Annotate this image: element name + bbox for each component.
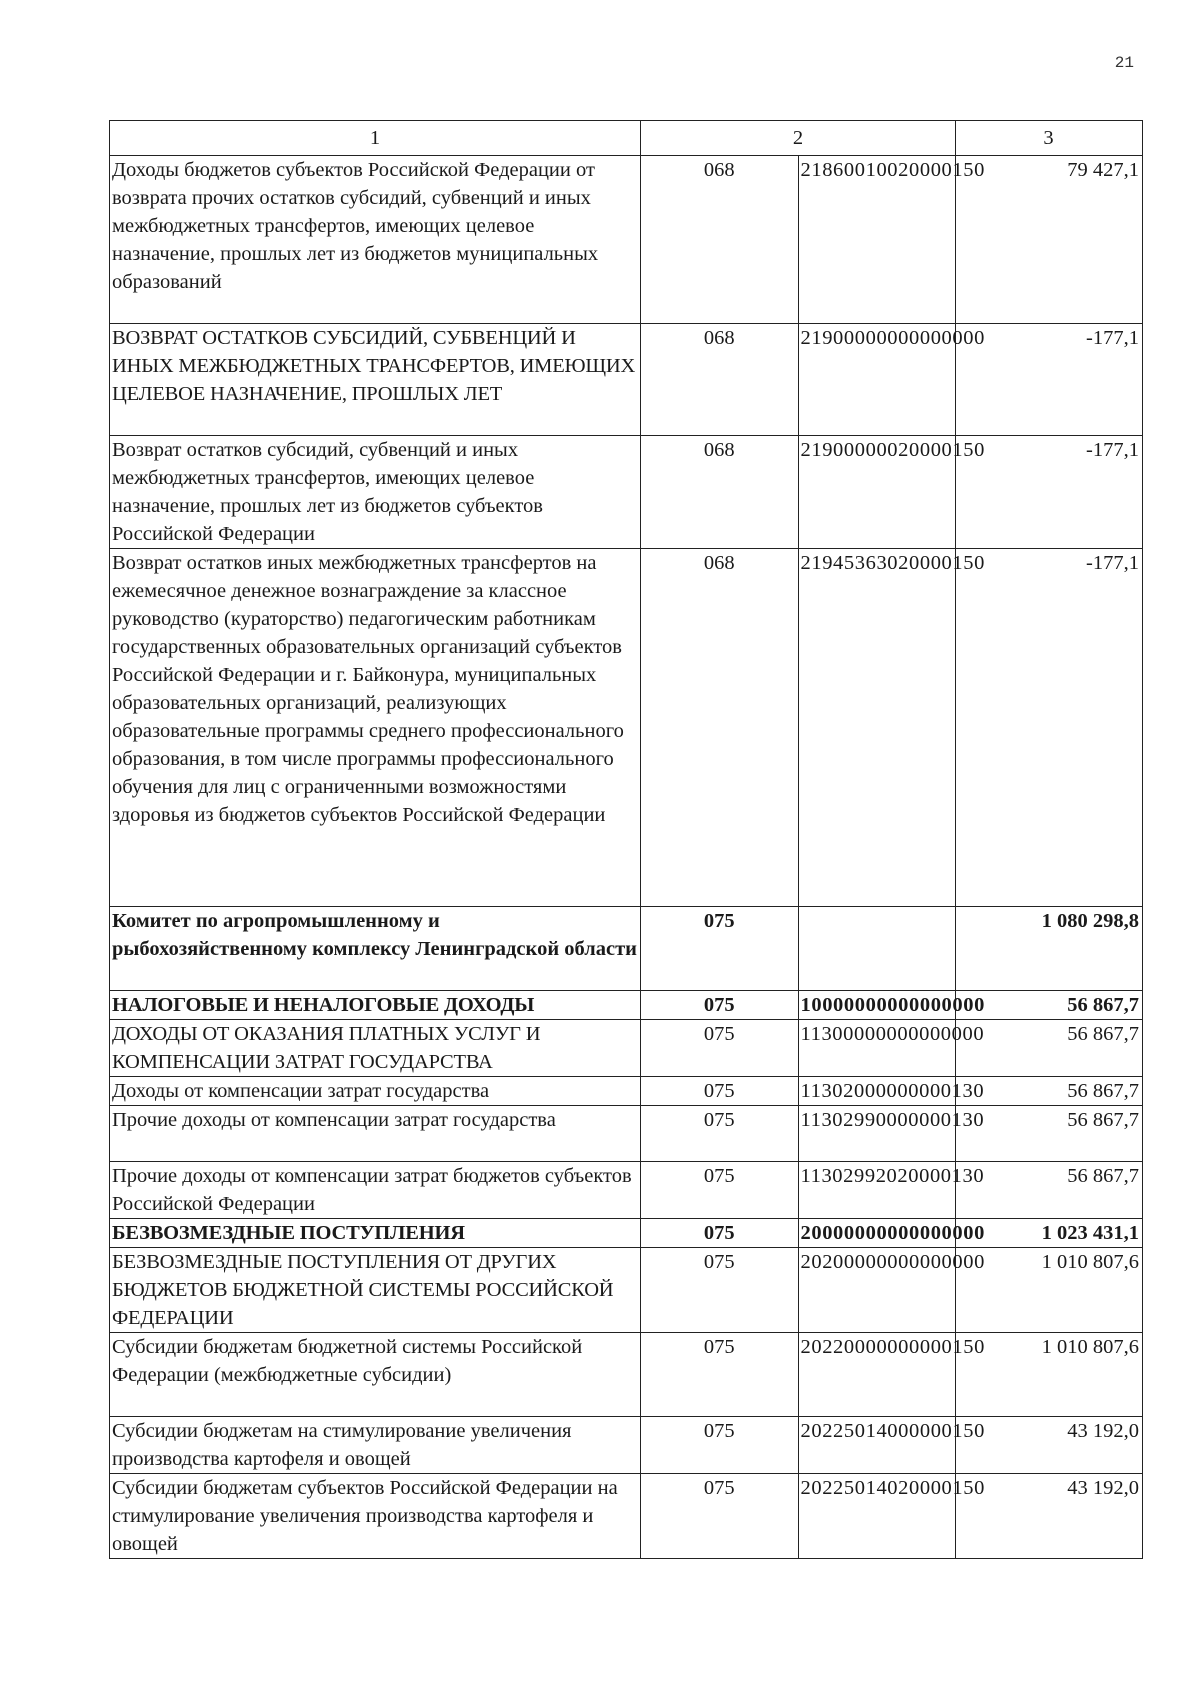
row-budget-code: 21900000000000000	[798, 324, 956, 436]
row-name: Возврат остатков субсидий, субвенций и иных межбюджетных трансфертов, имеющих целевое назначение, прошлых лет из бюджетов субъектов Российской Федерации	[110, 436, 641, 549]
row-admin-code: 075	[641, 1077, 799, 1106]
row-name: ВОЗВРАТ ОСТАТКОВ СУБСИДИЙ, СУБВЕНЦИЙ И ИНЫХ МЕЖБЮДЖЕТНЫХ ТРАНСФЕРТОВ, ИМЕЮЩИХ ЦЕЛЕВОЕ НАЗНАЧЕНИЕ, ПРОШЛЫХ ЛЕТ	[110, 324, 641, 436]
row-admin-code: 075	[641, 1474, 799, 1559]
row-admin-code: 075	[641, 1417, 799, 1474]
table-row	[110, 436, 1143, 549]
row-amount: -177,1	[956, 549, 1143, 907]
table-row	[110, 1106, 1143, 1162]
row-budget-code: 20225014020000150	[798, 1474, 956, 1559]
row-admin-code: 075	[641, 1248, 799, 1333]
row-amount: 1 080 298,8	[956, 907, 1143, 991]
row-amount: 1 023 431,1	[956, 1219, 1143, 1248]
row-amount: 56 867,7	[956, 1077, 1143, 1106]
row-admin-code: 068	[641, 436, 799, 549]
row-amount: 56 867,7	[956, 1106, 1143, 1162]
row-amount: 79 427,1	[956, 156, 1143, 324]
row-name: Субсидии бюджетам бюджетной системы Российской Федерации (межбюджетные субсидии)	[110, 1333, 641, 1417]
row-name: Субсидии бюджетам субъектов Российской Федерации на стимулирование увеличения производства картофеля и овощей	[110, 1474, 641, 1559]
row-amount: 56 867,7	[956, 1162, 1143, 1219]
row-budget-code: 11300000000000000	[798, 1020, 956, 1077]
row-admin-code: 075	[641, 1333, 799, 1417]
row-budget-code: 21945363020000150	[798, 549, 956, 907]
row-budget-code: 20000000000000000	[798, 1219, 956, 1248]
row-budget-code	[798, 907, 956, 991]
row-name: Возврат остатков иных межбюджетных трансфертов на ежемесячное денежное вознаграждение за классное руководство (кураторство) педагогическим работникам государственных образовательных организаций субъектов Российской Федерации и г. Байконура, муниципальных образовательных организаций, реализующих образовательные программы среднего профессионального образования, в том числе программы профессионального обучения для лиц с ограниченными возможностями здоровья из бюджетов субъектов Российской Федерации	[110, 549, 641, 907]
row-name: Прочие доходы от компенсации затрат государства	[110, 1106, 641, 1162]
table-row	[110, 1333, 1143, 1417]
row-admin-code: 075	[641, 1106, 799, 1162]
row-budget-code: 10000000000000000	[798, 991, 956, 1020]
row-amount: 56 867,7	[956, 1020, 1143, 1077]
row-admin-code: 068	[641, 324, 799, 436]
row-name: Доходы бюджетов субъектов Российской Федерации от возврата прочих остатков субсидий, субвенций и иных межбюджетных трансфертов, имеющих целевое назначение, прошлых лет из бюджетов муниципальных образований	[110, 156, 641, 324]
table-row	[110, 324, 1143, 436]
table-row	[110, 156, 1143, 324]
row-name: Доходы от компенсации затрат государства	[110, 1077, 641, 1106]
row-amount: -177,1	[956, 436, 1143, 549]
row-name: НАЛОГОВЫЕ И НЕНАЛОГОВЫЕ ДОХОДЫ	[110, 991, 641, 1020]
row-name: БЕЗВОЗМЕЗДНЫЕ ПОСТУПЛЕНИЯ	[110, 1219, 641, 1248]
row-admin-code: 075	[641, 1020, 799, 1077]
row-amount: 56 867,7	[956, 991, 1143, 1020]
table-row	[110, 1474, 1143, 1559]
table-row	[110, 991, 1143, 1020]
row-budget-code: 20225014000000150	[798, 1417, 956, 1474]
table-row	[110, 1162, 1143, 1219]
row-admin-code: 068	[641, 549, 799, 907]
row-admin-code: 075	[641, 991, 799, 1020]
row-name: Субсидии бюджетам на стимулирование увеличения производства картофеля и овощей	[110, 1417, 641, 1474]
row-admin-code: 075	[641, 1162, 799, 1219]
table-row	[110, 1219, 1143, 1248]
row-name: БЕЗВОЗМЕЗДНЫЕ ПОСТУПЛЕНИЯ ОТ ДРУГИХ БЮДЖЕТОВ БЮДЖЕТНОЙ СИСТЕМЫ РОССИЙСКОЙ ФЕДЕРАЦИИ	[110, 1248, 641, 1333]
row-budget-code: 21860010020000150	[798, 156, 956, 324]
row-admin-code: 075	[641, 1219, 799, 1248]
row-budget-code: 11302000000000130	[798, 1077, 956, 1106]
row-admin-code: 068	[641, 156, 799, 324]
row-budget-code: 21900000020000150	[798, 436, 956, 549]
table-row	[110, 1417, 1143, 1474]
row-name: ДОХОДЫ ОТ ОКАЗАНИЯ ПЛАТНЫХ УСЛУГ И КОМПЕНСАЦИИ ЗАТРАТ ГОСУДАРСТВА	[110, 1020, 641, 1077]
table-header-row	[110, 121, 1143, 156]
row-budget-code: 20220000000000150	[798, 1333, 956, 1417]
table-row	[110, 907, 1143, 991]
row-budget-code: 11302990000000130	[798, 1106, 956, 1162]
row-name: Прочие доходы от компенсации затрат бюджетов субъектов Российской Федерации	[110, 1162, 641, 1219]
row-admin-code: 075	[641, 907, 799, 991]
row-name: Комитет по агропромышленному и рыбохозяйственному комплексу Ленинградской области	[110, 907, 641, 991]
table-row	[110, 1077, 1143, 1106]
revenue-table	[109, 120, 1143, 1559]
row-budget-code: 11302992020000130	[798, 1162, 956, 1219]
table-row	[110, 549, 1143, 907]
row-amount: 43 192,0	[956, 1474, 1143, 1559]
header-col-1: 1	[110, 121, 641, 156]
row-amount: 43 192,0	[956, 1417, 1143, 1474]
page-number: 21	[1114, 54, 1134, 72]
table-row	[110, 1248, 1143, 1333]
header-col-2: 2	[641, 121, 956, 156]
row-budget-code: 20200000000000000	[798, 1248, 956, 1333]
header-col-3: 3	[956, 121, 1143, 156]
row-amount: 1 010 807,6	[956, 1333, 1143, 1417]
row-amount: -177,1	[956, 324, 1143, 436]
table-row	[110, 1020, 1143, 1077]
row-amount: 1 010 807,6	[956, 1248, 1143, 1333]
